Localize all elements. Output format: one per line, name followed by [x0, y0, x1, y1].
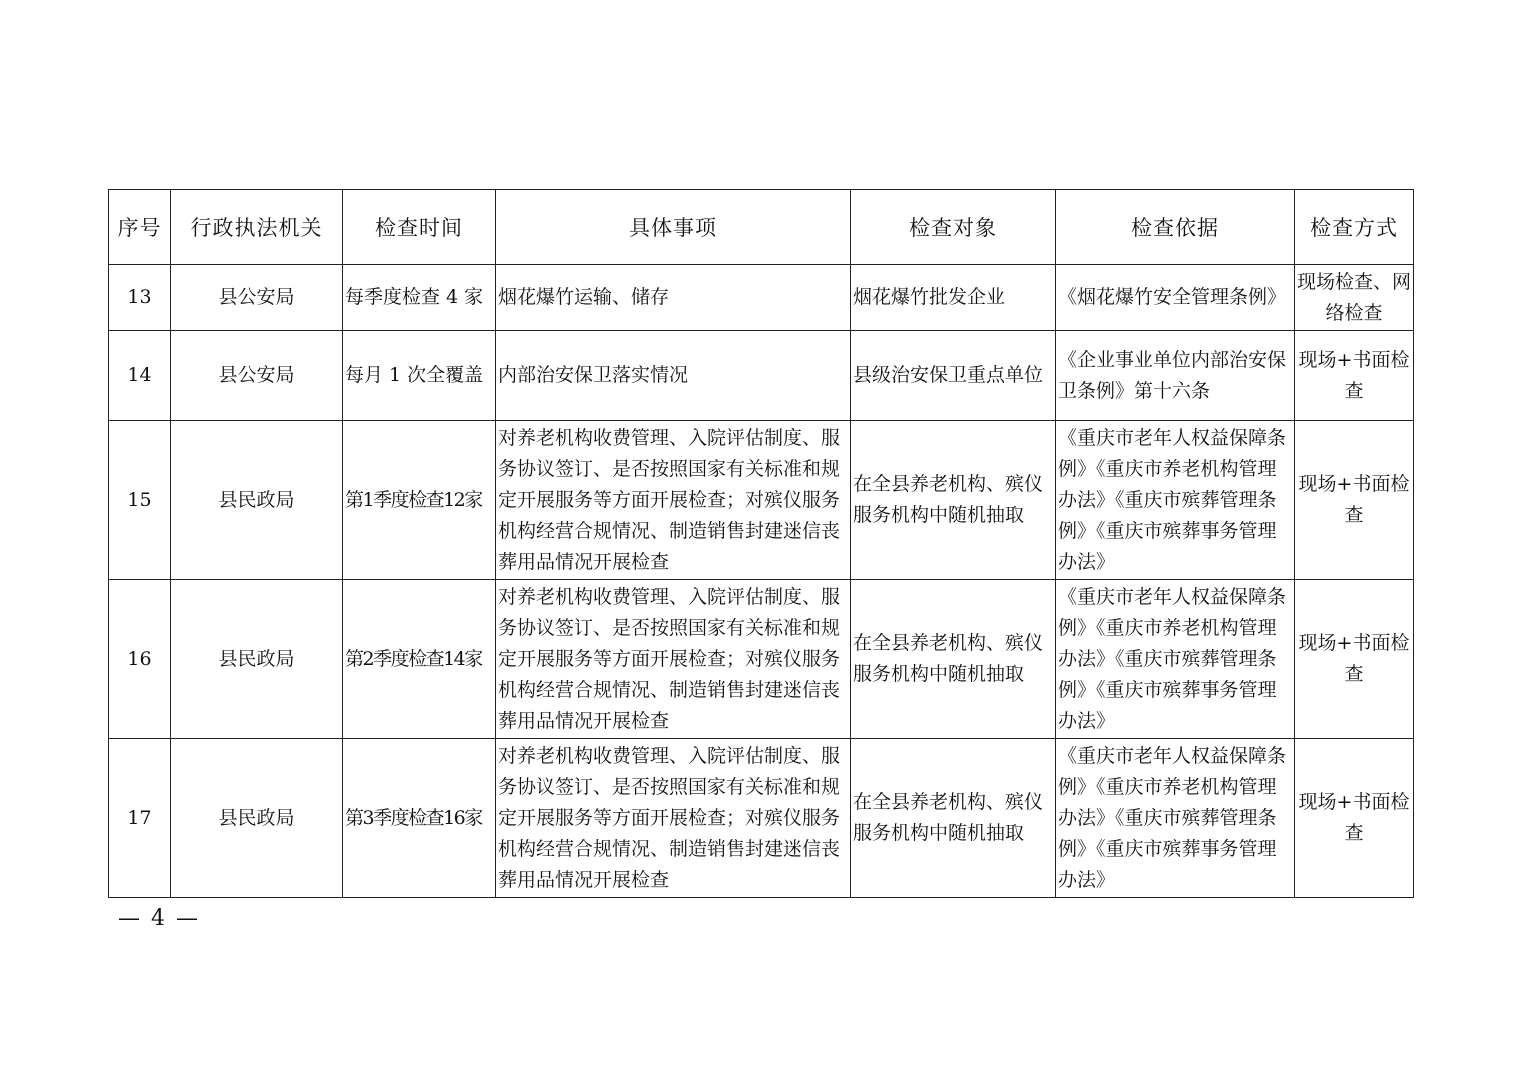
cell-matter: 对养老机构收费管理、入院评估制度、服务协议签订、是否按照国家有关标准和规定开展服务等方面开展检查；对殡仪服务机构经营合规情况、制造销售封建迷信丧葬用品情况开展检查: [496, 580, 851, 739]
table-row: [109, 739, 1414, 898]
table-row: [109, 331, 1414, 421]
cell-serial: 17: [109, 739, 171, 898]
header-agency: 行政执法机关: [171, 190, 343, 265]
cell-agency: 县公安局: [171, 265, 343, 331]
cell-method: 现场+书面检查: [1295, 739, 1414, 898]
table-row: [109, 580, 1414, 739]
cell-method: 现场检查、网络检查: [1295, 265, 1414, 331]
cell-agency: 县民政局: [171, 580, 343, 739]
cell-target: 烟花爆竹批发企业: [851, 265, 1056, 331]
cell-matter: 对养老机构收费管理、入院评估制度、服务协议签订、是否按照国家有关标准和规定开展服务等方面开展检查；对殡仪服务机构经营合规情况、制造销售封建迷信丧葬用品情况开展检查: [496, 421, 851, 580]
cell-target: 县级治安保卫重点单位: [851, 331, 1056, 421]
cell-basis: 《重庆市老年人权益保障条例》《重庆市养老机构管理办法》《重庆市殡葬管理条例》《重庆市殡葬事务管理办法》: [1056, 739, 1295, 898]
table-row: [109, 265, 1414, 331]
header-method: 检查方式: [1295, 190, 1414, 265]
page-number: — 4 —: [118, 906, 200, 931]
cell-matter: 内部治安保卫落实情况: [496, 331, 851, 421]
cell-serial: 15: [109, 421, 171, 580]
header-basis: 检查依据: [1056, 190, 1295, 265]
cell-method: 现场+书面检查: [1295, 331, 1414, 421]
header-matter: 具体事项: [496, 190, 851, 265]
cell-basis: 《重庆市老年人权益保障条例》《重庆市养老机构管理办法》《重庆市殡葬管理条例》《重庆市殡葬事务管理办法》: [1056, 580, 1295, 739]
cell-method: 现场+书面检查: [1295, 580, 1414, 739]
cell-time: 每季度检查 4 家: [343, 265, 496, 331]
cell-time: 第2季度检查14家: [343, 580, 496, 739]
cell-basis: 《重庆市老年人权益保障条例》《重庆市养老机构管理办法》《重庆市殡葬管理条例》《重庆市殡葬事务管理办法》: [1056, 421, 1295, 580]
cell-time: 第3季度检查16家: [343, 739, 496, 898]
cell-serial: 14: [109, 331, 171, 421]
cell-basis: 《企业事业单位内部治安保卫条例》第十六条: [1056, 331, 1295, 421]
table-row: [109, 421, 1414, 580]
cell-agency: 县民政局: [171, 421, 343, 580]
inspection-table: [108, 189, 1414, 898]
cell-target: 在全县养老机构、殡仪服务机构中随机抽取: [851, 421, 1056, 580]
header-serial: 序号: [109, 190, 171, 265]
cell-method: 现场+书面检查: [1295, 421, 1414, 580]
table-header-row: [109, 190, 1414, 265]
cell-matter: 对养老机构收费管理、入院评估制度、服务协议签订、是否按照国家有关标准和规定开展服务等方面开展检查；对殡仪服务机构经营合规情况、制造销售封建迷信丧葬用品情况开展检查: [496, 739, 851, 898]
cell-target: 在全县养老机构、殡仪服务机构中随机抽取: [851, 739, 1056, 898]
cell-serial: 16: [109, 580, 171, 739]
cell-basis: 《烟花爆竹安全管理条例》: [1056, 265, 1295, 331]
cell-time: 第1季度检查12家: [343, 421, 496, 580]
cell-serial: 13: [109, 265, 171, 331]
header-time: 检查时间: [343, 190, 496, 265]
header-target: 检查对象: [851, 190, 1056, 265]
cell-agency: 县公安局: [171, 331, 343, 421]
cell-target: 在全县养老机构、殡仪服务机构中随机抽取: [851, 580, 1056, 739]
cell-time: 每月 1 次全覆盖: [343, 331, 496, 421]
cell-matter: 烟花爆竹运输、储存: [496, 265, 851, 331]
cell-agency: 县民政局: [171, 739, 343, 898]
